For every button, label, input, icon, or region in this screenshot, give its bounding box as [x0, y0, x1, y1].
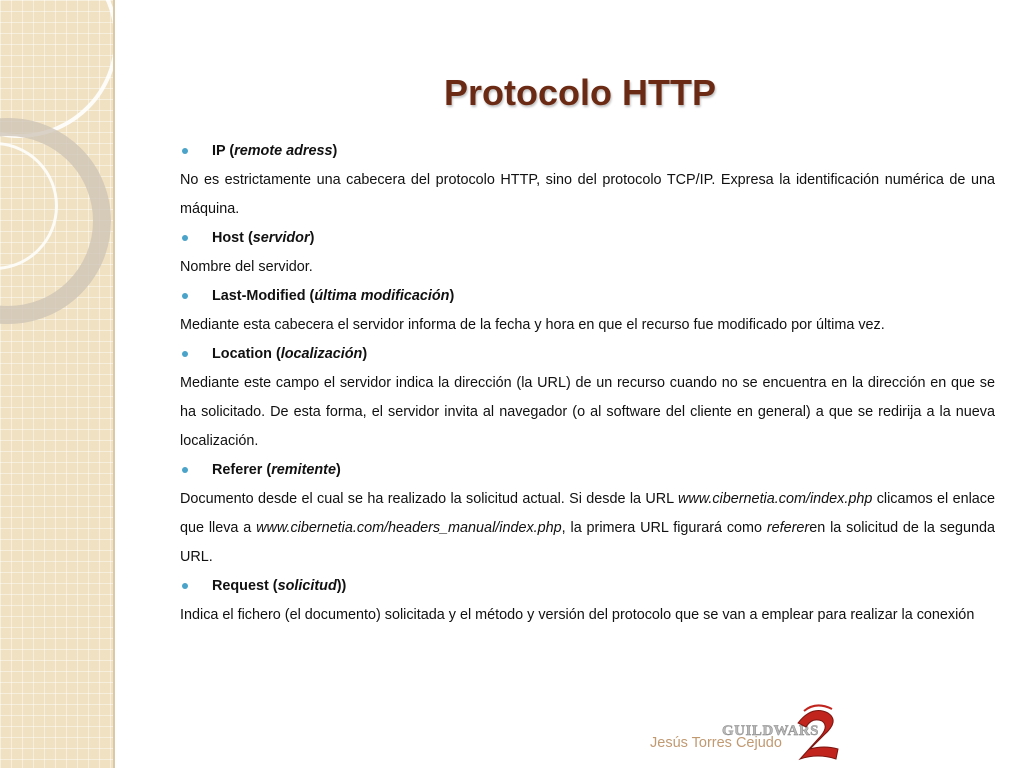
bullet-item-description	[180, 311, 995, 340]
bullet-icon	[182, 583, 188, 589]
bullet-item-heading	[180, 456, 995, 485]
description-text: Mediante esta cabecera el servidor informa de la fecha y hora en que el recurso fue modificado por última vez.	[180, 317, 885, 333]
description-text: Nombre del servidor.	[180, 259, 313, 275]
guildwars-logo	[720, 703, 850, 765]
svg-text:GUILDWARS: GUILDWARS	[722, 723, 820, 739]
bullet-item-description	[180, 166, 995, 224]
slide-content	[180, 137, 995, 630]
header-name: Last-Modified (	[212, 288, 315, 304]
bullet-icon	[182, 293, 188, 299]
bullet-icon	[182, 467, 188, 473]
header-close: )	[309, 230, 315, 246]
bullet-item-heading	[180, 137, 995, 166]
bullet-item-heading	[180, 224, 995, 253]
description-text: en la solicitud de la segunda URL.	[180, 520, 995, 565]
header-translation: remote adress	[234, 143, 333, 159]
bullet-icon	[182, 148, 188, 154]
bullet-item-heading	[180, 572, 995, 601]
bullet-item-heading	[180, 282, 995, 311]
bullet-item-description	[180, 601, 995, 630]
header-name: Referer (	[212, 462, 272, 478]
header-name: IP (	[212, 143, 235, 159]
bullet-icon	[182, 351, 188, 357]
bullet-item-description	[180, 369, 995, 456]
description-text: No es estrictamente una cabecera del protocolo HTTP, sino del protocolo TCP/IP. Expresa la identificación numérica de una máquina.	[180, 172, 995, 217]
decorative-side-band	[0, 0, 115, 768]
header-close: )	[335, 462, 341, 478]
decorative-ring	[0, 0, 115, 138]
header-name: Request (	[212, 578, 278, 594]
description-text: Indica el fichero (el documento) solicitada y el método y versión del protocolo que se van a emplear para realizar la conexión	[180, 607, 975, 623]
svg-text:2: 2	[816, 759, 817, 760]
header-translation: solicitud	[277, 578, 337, 594]
header-close: ))	[336, 578, 347, 594]
header-translation: remitente	[271, 462, 336, 478]
header-translation: última modificación	[314, 288, 450, 304]
footer-author: Jesús Torres Cejudo	[650, 735, 782, 751]
bullet-item-description	[180, 253, 995, 282]
description-text: clicamos el enlace que lleva a	[180, 491, 995, 536]
header-close: )	[362, 346, 368, 362]
description-emphasis: www.cibernetia.com/headers_manual/index.php	[256, 520, 562, 536]
slide-title: Protocolo HTTP	[444, 72, 716, 113]
description-text: , la primera URL figurará como	[561, 520, 767, 536]
description-emphasis: www.cibernetia.com/index.php	[677, 491, 873, 507]
bullet-icon	[182, 235, 188, 241]
header-name: Location (	[212, 346, 281, 362]
bullet-item-description	[180, 485, 995, 572]
description-text: Mediante este campo el servidor indica la dirección (la URL) de un recurso cuando no se encuentra en la dirección en que se ha solicitado. De esta forma, el servidor invita al navegador (o al software del cliente en general) a que se redirija a la nueva localización.	[180, 375, 995, 449]
header-name: Host (	[212, 230, 253, 246]
header-close: )	[449, 288, 455, 304]
header-translation: localización	[280, 346, 363, 362]
description-emphasis: referer	[766, 520, 810, 536]
header-translation: servidor	[252, 230, 310, 246]
header-close: )	[332, 143, 338, 159]
description-text: Documento desde el cual se ha realizado la solicitud actual. Si desde la URL	[180, 491, 678, 507]
bullet-item-heading	[180, 340, 995, 369]
